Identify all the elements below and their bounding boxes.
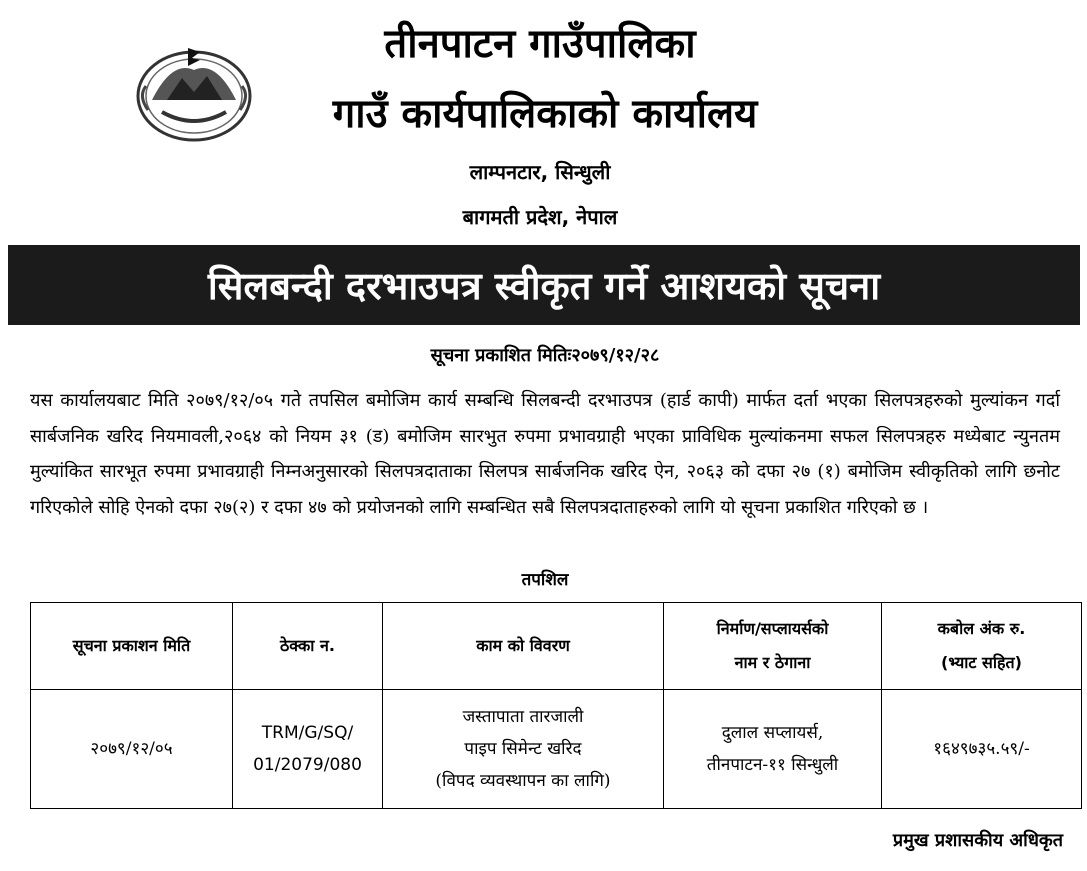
header-supplier	[664, 603, 882, 690]
notice-title-banner	[8, 245, 1080, 325]
letterhead	[0, 0, 1087, 245]
schedule-heading: तपशिल	[521, 570, 569, 590]
supplier-line2: तीनपाटन-११ सिन्धुली	[706, 755, 839, 775]
address-line-2: बागमती प्रदेश, नेपाल	[462, 205, 618, 229]
published-date: सूचना प्रकाशित मितिः२०७९/१२/२८	[430, 345, 660, 366]
header-amount-line2: (भ्याट सहित)	[941, 653, 1022, 672]
description-line3: (विपद व्यवस्थापन का लागि)	[435, 771, 611, 791]
header-supplier-line2: नाम र ठेगाना	[734, 653, 811, 672]
header-amount-line1: कबोल अंक रु.	[937, 619, 1026, 638]
description-line2: पाइप सिमेन्ट खरिद	[464, 739, 582, 759]
address-line-1: लाम्पनटार, सिन्धुली	[469, 160, 611, 184]
header-amount	[882, 603, 1082, 690]
contract-no-line2: 01/2079/080	[253, 755, 362, 775]
office-name: गाउँ कार्यपालिकाको कार्यालय	[332, 91, 758, 137]
header-date: सूचना प्रकाशन मिति	[31, 603, 233, 690]
notice-body: यस कार्यालयबाट मिति २०७९/१२/०५ गते तपसिल बमोजिम कार्य सम्बन्धि सिलबन्दी दरभाउपत्र (हार्ड कापी) मार्फत दर्ता भएका सिलपत्रहरुको मुल्यांकन गर्दा सार्बजनिक खरिद नियमावली,२०६४ को नियम ३१ (ड) बमोजिम सारभुत रुपमा प्रभावग्राही भएका प्राविधिक मुल्यांकनमा सफल सिलपत्रहरु मध्येबाट न्युनतम मुल्यांकित सारभूत रुपमा प्रभावग्राही निम्नअनुसारको सिलपत्रदाताका सिलपत्र सार्बजनिक खरिद ऐन, २०६३ को दफा २७ (१) बमोजिम स्वीकृतिको लागि छनोट गरिएकोले सोहि ऐनको दफा २७(२) र दफा ४७ को प्रयोजनको लागि सम्बन्धित सबै सिलपत्रदाताहरुको लागि यो सूचना प्रकाशित गरिएको छ ।	[30, 390, 1060, 518]
cell-contract-no	[233, 690, 383, 809]
notice-title: सिलबन्दी दरभाउपत्र स्वीकृत गर्ने आशयको सूचना	[207, 264, 881, 308]
header-contract-no: ठेक्का न.	[233, 603, 383, 690]
org-name: तीनपाटन गाउँपालिका	[384, 21, 696, 67]
nepal-emblem-icon	[132, 40, 256, 144]
header-description: काम को विवरण	[383, 603, 664, 690]
table-row	[31, 690, 1082, 809]
cell-supplier	[664, 690, 882, 809]
contract-table	[30, 602, 1082, 809]
header-supplier-line1: निर्माण/सप्लायर्सको	[716, 619, 829, 638]
cell-date: २०७९/१२/०५	[31, 690, 233, 809]
table-header-row	[31, 603, 1082, 690]
contract-no-line1: TRM/G/SQ/	[261, 723, 354, 743]
signatory: प्रमुख प्रशासकीय अधिकृत	[892, 830, 1063, 851]
description-line1: जस्तापाता तारजाली	[462, 707, 584, 727]
cell-amount: १६४९७३५.५९/-	[882, 690, 1082, 809]
supplier-line1: दुलाल सप्लायर्स,	[721, 723, 824, 743]
cell-description	[383, 690, 664, 809]
